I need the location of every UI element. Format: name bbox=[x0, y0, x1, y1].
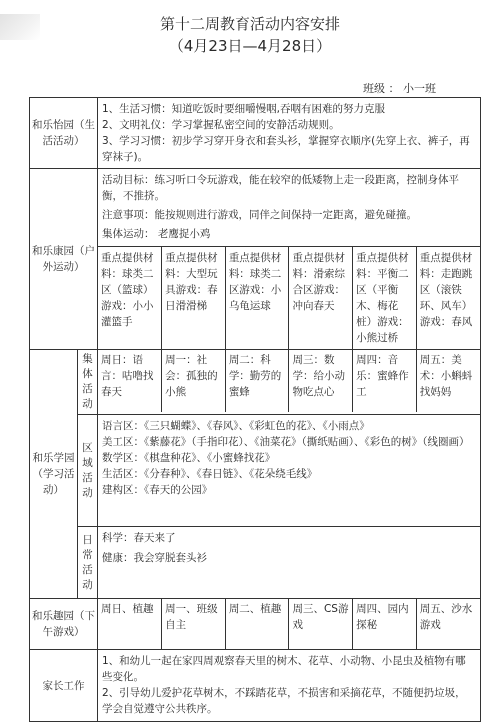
life-section-label: 和乐怡园（生活活动） bbox=[30, 98, 98, 169]
area-row bbox=[30, 415, 481, 527]
collective-day: 周日：语言：咕噜找春天 bbox=[101, 354, 154, 398]
parents-row bbox=[30, 650, 481, 722]
outdoor-zone: 重点提供材料：滑索综合区游戏：冲向春天 bbox=[289, 247, 353, 350]
life-item: 2、文明礼仪：学习掌握私密空间的安静活动规则。 bbox=[102, 119, 340, 131]
daily-item: 健康：我会穿脱套头衫 bbox=[102, 552, 207, 564]
afternoon-section-label: 和乐趣园（下午游戏） bbox=[30, 599, 98, 650]
afternoon-day: 周日、植趣 bbox=[101, 603, 154, 615]
afternoon-day: 周五、沙水游戏 bbox=[416, 599, 480, 649]
collective-days bbox=[98, 350, 480, 412]
learning-section-label: 和乐学园（学习活动） bbox=[30, 350, 78, 599]
outdoor-zones bbox=[98, 246, 480, 349]
outdoor-content bbox=[98, 169, 481, 350]
life-item: 1、生活习惯：知道吃饭时要细嚼慢咽,吞咽有困难的努力克服 bbox=[102, 103, 386, 115]
date-range: （4月23日—4月28日） bbox=[168, 37, 332, 55]
outdoor-zone: 重点提供材料：平衡二区（平衡木、梅花桩）游戏：小熊过桥 bbox=[353, 247, 417, 350]
afternoon-day: 周三、CS游戏 bbox=[289, 599, 353, 649]
afternoon-row bbox=[30, 599, 481, 650]
area-item: 语言区：《三只蝴蝶》、《春风》、《彩虹色的花》、《小雨点》 bbox=[102, 420, 370, 432]
afternoon-days bbox=[98, 599, 480, 649]
life-content bbox=[98, 98, 481, 169]
parents-content bbox=[98, 650, 481, 722]
schedule-table bbox=[29, 97, 481, 722]
collective-day: 周一：社会：孤独的小熊 bbox=[162, 350, 226, 412]
collective-label: 集体活动 bbox=[78, 350, 98, 415]
parents-item: 2、引导幼儿爱护花草树木，不踩踏花草，不损害和采摘花草，不随便扔垃圾，学会自觉遵守公共秩序。 bbox=[102, 687, 466, 715]
daily-item: 科学：春天来了 bbox=[102, 532, 176, 544]
afternoon-content bbox=[98, 599, 481, 650]
outdoor-zone: 重点提供材料：大型玩具游戏：春日滑滑梯 bbox=[162, 247, 226, 350]
afternoon-day: 周二、植趣 bbox=[225, 599, 289, 649]
collective-day: 周五：美术：小蝌蚪找妈妈 bbox=[416, 350, 480, 412]
outdoor-group-game: 集体运动： 老鹰捉小鸡 bbox=[102, 228, 211, 240]
parents-section-label: 家长工作 bbox=[30, 650, 98, 722]
outdoor-note: 注意事项：能按规则进行游戏，同伴之间保持一定距离，避免碰撞。 bbox=[102, 209, 417, 221]
area-item: 数学区：《棋盘种花》、《小蜜蜂找花》 bbox=[102, 452, 276, 464]
corner-shadow bbox=[0, 14, 40, 40]
collective-day: 周三：数学：给小动物吃点心 bbox=[289, 350, 353, 412]
daily-content bbox=[98, 527, 481, 599]
page-title: 第十二周教育活动内容安排 bbox=[159, 15, 340, 33]
area-item: 建构区：《春天的公园》 bbox=[102, 484, 213, 496]
parents-item: 1、和幼儿一起在家四周观察春天里的树木、花草、小动物、小昆虫及植物有哪些变化。 bbox=[102, 655, 466, 683]
collective-content bbox=[98, 350, 481, 415]
class-label: 班级 ： 小一班 bbox=[363, 82, 436, 95]
afternoon-day: 周四、园内探秘 bbox=[353, 599, 417, 649]
afternoon-day: 周一、班级自主 bbox=[162, 599, 226, 649]
life-item: 3、学习习惯：初步学习穿开身衣和套头衫，掌握穿衣顺序(先穿上衣、裤子，再穿袜子)。 bbox=[102, 135, 470, 163]
area-content bbox=[98, 415, 481, 527]
collective-day: 周二：科学：勤劳的蜜蜂 bbox=[225, 350, 289, 412]
outdoor-row bbox=[30, 169, 481, 350]
area-item: 生活区：《分春种》、《春日链》、《花朵绕毛线》 bbox=[102, 468, 318, 480]
outdoor-zone: 重点提供材料：球类二区游戏：小乌龟运球 bbox=[225, 247, 289, 350]
collective-row bbox=[30, 350, 481, 415]
daily-label: 日常活动 bbox=[78, 527, 98, 599]
daily-row bbox=[30, 527, 481, 599]
collective-day: 周四：音乐：蜜蜂作工 bbox=[353, 350, 417, 412]
area-item: 美工区：《紫藤花》（手指印花）、《油菜花》（撕纸贴画）、《彩色的树》（线圈画） bbox=[102, 436, 470, 448]
life-row bbox=[30, 98, 481, 169]
outdoor-section-label: 和乐康园（户外运动） bbox=[30, 169, 98, 350]
outdoor-zone: 重点提供材料：走跑跳区（滚铁环、风车）游戏：春风 bbox=[416, 247, 480, 350]
outdoor-goal: 活动目标：练习听口令玩游戏，能在较窄的低矮物上走一段距离，控制身体平衡，不推挤。 bbox=[102, 174, 459, 202]
area-label: 区域活动 bbox=[78, 415, 98, 527]
outdoor-zone: 重点提供材料：球类二区（篮球）游戏：小小灌篮手 bbox=[98, 247, 162, 350]
